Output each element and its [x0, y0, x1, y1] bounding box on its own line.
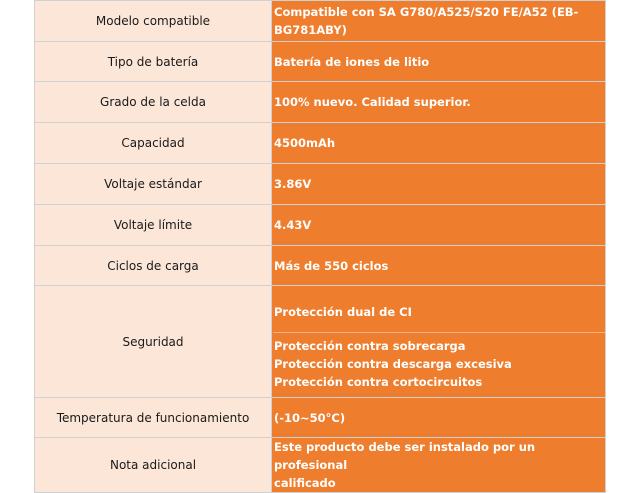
value-line: calificado [274, 476, 336, 490]
row-value [272, 205, 606, 246]
table-row [35, 42, 606, 82]
value-line: Más de 550 ciclos [274, 258, 389, 273]
row-label: Ciclos de carga [35, 246, 272, 286]
value-line: 4.43V [274, 218, 312, 232]
table-row [35, 1, 606, 42]
value-line: Batería de iones de litio [274, 54, 430, 69]
row-label: Seguridad [35, 286, 272, 398]
table-row [35, 246, 606, 286]
table-row [35, 164, 606, 205]
table-row [35, 205, 606, 246]
value-line: (-10~50°C) [274, 410, 346, 425]
row-value [272, 438, 606, 493]
row-value [272, 82, 606, 123]
value-line: Protección contra cortocircuitos [274, 375, 483, 389]
row-label: Voltaje estándar [35, 164, 272, 205]
value-line: Protección contra descarga excesiva [274, 357, 512, 371]
row-value [272, 1, 606, 42]
row-label: Temperatura de funcionamiento [35, 398, 272, 438]
row-value [272, 123, 606, 164]
value-line: 4500mAh [274, 136, 336, 150]
row-label: Modelo compatible [35, 1, 272, 42]
value-block [274, 292, 605, 332]
value-line: Este producto debe ser instalado por un profesional [274, 440, 536, 472]
spec-table [34, 0, 606, 493]
value-line: BG781ABY) [274, 23, 347, 37]
row-value [272, 286, 606, 398]
row-label: Nota adicional [35, 438, 272, 493]
value-line: 100% nuevo. Calidad superior. [274, 95, 471, 109]
row-label: Grado de la celda [35, 82, 272, 123]
value-line: Protección dual de CI [274, 305, 412, 319]
value-line: Compatible con SA G780/A525/S20 FE/A52 (EB- [274, 5, 579, 19]
row-value [272, 246, 606, 286]
table-row [35, 286, 606, 398]
row-label: Capacidad [35, 123, 272, 164]
table-row [35, 123, 606, 164]
value-line: Protección contra sobrecarga [274, 339, 466, 353]
table-row [35, 438, 606, 493]
table-row [35, 82, 606, 123]
row-label: Voltaje límite [35, 205, 272, 246]
row-value [272, 164, 606, 205]
value-block [274, 333, 605, 391]
row-value [272, 398, 606, 438]
table-row [35, 398, 606, 438]
row-label: Tipo de batería [35, 42, 272, 82]
value-line: 3.86V [274, 177, 312, 191]
row-value [272, 42, 606, 82]
